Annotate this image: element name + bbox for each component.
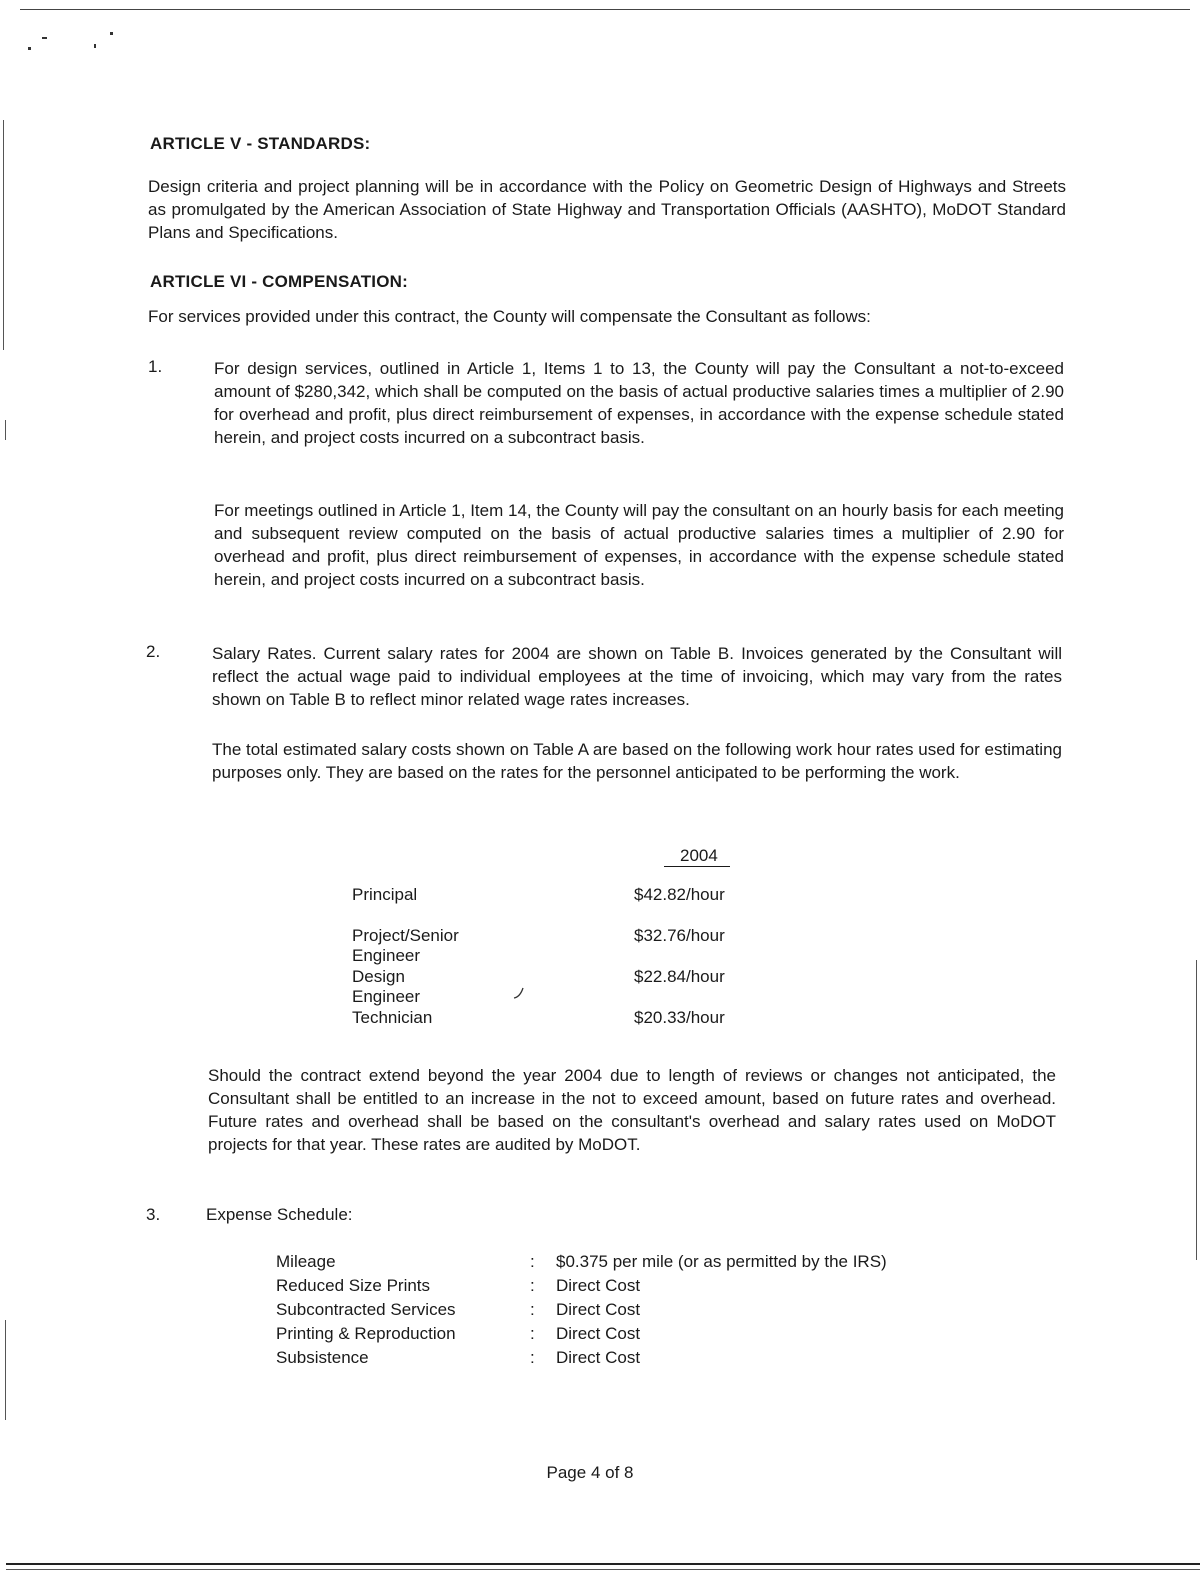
item-2-paragraph-1: Salary Rates. Current salary rates for 2004 are shown on Table B. Invoices generated by the Consultant will reflect the actual wage paid to individual employees at the time of invoicing, which may vary from the rates shown on Table B to reflect minor related wage rates increases. [212,644,1062,709]
expense-value: Direct Cost [556,1276,641,1295]
rate-amount: $42.82/hour [634,885,725,904]
rate-role: Design Engineer [352,967,421,1006]
expense-colon: : [530,1252,535,1271]
expense-colon: : [530,1300,535,1319]
item-1-paragraph-1: For design services, outlined in Article 1, Items 1 to 13, the County will pay the Consultant a not-to-exceed amount of $280,342, which shall be computed on the basis of actual productive salaries times a multiplier of 2.90 for overhead and profit, plus direct reimbursement of expenses, in accordance with the expense schedule stated herein, and project costs incurred on a subcontract basis. [214,359,1064,447]
rate-amount: $22.84/hour [634,967,725,986]
expense-item: Printing & Reproduction [276,1324,456,1343]
bottom-rule [6,1563,1200,1565]
expense-colon: : [530,1324,535,1343]
bottom-rule [6,1569,1200,1570]
expense-item: Subcontracted Services [276,1300,456,1319]
item-3-number: 3. [146,1205,161,1224]
item-2-number: 2. [146,642,161,661]
expense-item: Mileage [276,1252,336,1271]
expense-value: Direct Cost [556,1300,641,1319]
item-2-paragraph-2: The total estimated salary costs shown on Table A are based on the following work hour rates used for estimating purposes only. They are based on the rates for the personnel anticipated to be performing the work. [212,740,1062,782]
rate-role: Technician [352,1008,433,1027]
item-1-number: 1. [148,357,163,376]
article-6-heading: ARTICLE VI - COMPENSATION: [150,272,408,291]
right-edge-mark [1196,960,1197,1260]
expense-item: Subsistence [276,1348,369,1367]
scan-speck [94,44,96,48]
expense-colon: : [530,1276,535,1295]
article-5-heading: ARTICLE V - STANDARDS: [150,134,371,153]
expense-colon: : [530,1348,535,1367]
scan-speck [42,37,47,39]
scan-speck [110,32,113,35]
rate-role: Project/Senior Engineer [352,926,459,965]
expense-value: $0.375 per mile (or as permitted by the IRS) [556,1252,887,1271]
rate-amount: $32.76/hour [634,926,725,945]
left-edge-mark [5,420,6,440]
handwritten-check-mark [512,986,526,1000]
expense-item: Reduced Size Prints [276,1276,431,1295]
left-edge-mark [3,120,4,350]
article-6-intro: For services provided under this contract, the County will compensate the Consultant as follows: [148,307,871,326]
item-2-paragraph-3: Should the contract extend beyond the year 2004 due to length of reviews or changes not anticipated, the Consultant shall be entitled to an increase in the not to exceed amount, based on future rates and overhead. Future rates and overhead shall be based on the consultant's overhead and salary rates used on MoDOT projects for that year. These rates are audited by MoDOT. [208,1066,1056,1154]
rate-amount: $20.33/hour [634,1008,725,1027]
item-3-title: Expense Schedule: [206,1205,353,1224]
expense-value: Direct Cost [556,1348,641,1367]
expense-value: Direct Cost [556,1324,641,1343]
left-edge-mark [5,1320,6,1420]
rate-role: Principal [352,885,418,904]
page-number: Page 4 of 8 [546,1463,634,1482]
item-1-paragraph-2: For meetings outlined in Article 1, Item 14, the County will pay the consultant on an hourly basis for each meeting and subsequent review computed on the basis of actual productive salaries times a multiplier of 2.90 for overhead and profit, plus direct reimbursement of expenses, in accordance with the expense schedule stated herein, and project costs incurred on a subcontract basis. [214,501,1064,589]
top-rule [20,9,1190,10]
article-5-body: Design criteria and project planning will be in accordance with the Policy on Geometric Design of Highways and Streets as promulgated by the American Association of State Highway and Transportation Officials (AASHTO), MoDOT Standard Plans and Specifications. [148,177,1066,242]
rate-year-header: 2004 [664,846,730,867]
scan-speck [28,47,31,50]
